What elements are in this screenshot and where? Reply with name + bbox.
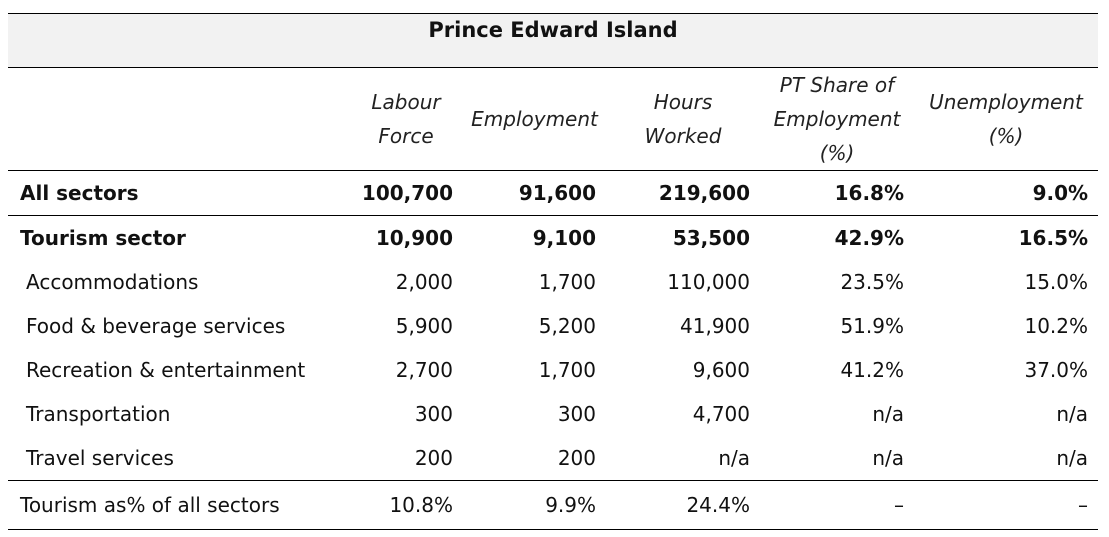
footer-hours-worked: 24.4% [606,481,760,530]
footer-employment: 9.9% [463,481,606,530]
table-row [8,436,1098,481]
table-title: Prince Edward Island [8,14,1098,68]
cell-employment: 1,700 [538,270,596,294]
cell-labour-force: 5,900 [395,314,453,338]
cell-employment: 300 [557,402,596,426]
cell-pt-share: n/a [872,402,904,426]
cell-labour-force: 2,700 [395,358,453,382]
header-pt-share-line1: PT Share of [779,73,895,97]
header-hours-worked [606,68,760,171]
cell-employment: 1,700 [538,358,596,382]
header-pt-share [760,68,914,171]
header-hours-worked-line1: Hours [653,90,713,114]
cell-hours-worked: 9,600 [692,358,750,382]
header-hours-worked-line2: Worked [644,124,722,148]
cell-labour-force: 100,700 [349,171,463,216]
cell-hours-worked: 4,700 [692,402,750,426]
table-row [8,348,1098,392]
header-labour-force [349,68,463,171]
cell-pt-share: 51.9% [840,314,904,338]
cell-hours-worked: 41,900 [680,314,750,338]
footer-unemployment: – [914,481,1098,530]
cell-pt-share: 42.9% [834,226,904,250]
cell-unemployment: 9.0% [914,171,1098,216]
cell-labour-force: 200 [414,446,453,470]
cell-pt-share: 41.2% [840,358,904,382]
employment-table [8,13,1098,530]
cell-unemployment: 16.5% [1018,226,1089,250]
cell-pt-share: 23.5% [840,270,904,294]
cell-hours-worked: n/a [718,446,750,470]
table-row [8,392,1098,436]
footer-sector: Tourism as% of all sectors [8,481,349,530]
row-sector: Recreation & entertainment [26,358,306,382]
cell-pt-share: 16.8% [760,171,914,216]
cell-labour-force: 2,000 [395,270,453,294]
header-unemployment [914,68,1098,171]
cell-employment: 9,100 [532,226,596,250]
table-row [8,304,1098,348]
row-sector: Tourism sector [20,226,186,250]
data-table-container [8,13,1098,530]
row-sector: Food & beverage services [26,314,286,338]
footer-labour-force: 10.8% [349,481,463,530]
cell-labour-force: 300 [414,402,453,426]
cell-employment: 200 [557,446,596,470]
footer-pt-share: – [760,481,914,530]
header-labour-force-line2: Force [378,124,434,148]
cell-hours-worked: 219,600 [606,171,760,216]
cell-hours-worked: 53,500 [672,226,750,250]
cell-unemployment: n/a [1056,402,1089,426]
header-unemployment-line1: Unemployment [929,90,1083,114]
row-sector: Accommodations [26,270,199,294]
header-unemployment-line2: (%) [988,124,1024,148]
table-row [8,260,1098,304]
column-header-row [8,68,1098,171]
row-sector: All sectors [8,171,349,216]
header-labour-force-line1: Labour [371,90,441,114]
cell-unemployment: 10.2% [1024,314,1089,338]
cell-unemployment: 15.0% [1024,270,1089,294]
row-sector: Transportation [26,402,171,426]
cell-unemployment: 37.0% [1024,358,1089,382]
cell-employment: 5,200 [538,314,596,338]
row-sector: Travel services [26,446,174,470]
cell-employment: 91,600 [463,171,606,216]
header-pt-share-line2: Employment [773,107,901,131]
cell-labour-force: 10,900 [375,226,453,250]
cell-hours-worked: 110,000 [667,270,750,294]
cell-pt-share: n/a [872,446,904,470]
header-sector [8,68,349,171]
table-row [8,216,1098,261]
table-title-row [8,14,1098,68]
header-employment: Employment [463,68,606,171]
header-pt-share-line3: (%) [819,141,855,165]
table-footer-row [8,481,1098,530]
cell-unemployment: n/a [1056,446,1089,470]
table-row [8,171,1098,216]
